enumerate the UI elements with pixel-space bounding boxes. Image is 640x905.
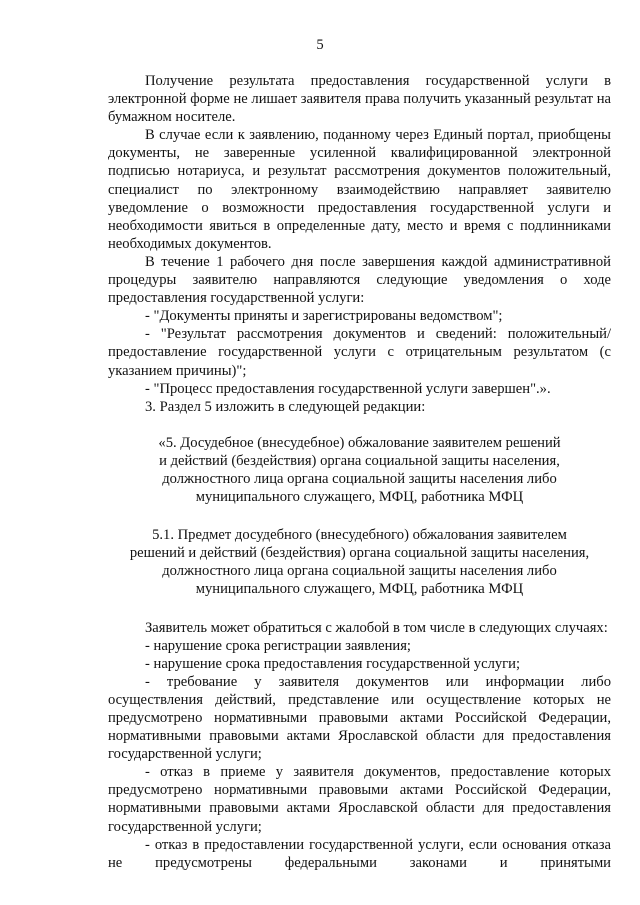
heading-line: 5.1. Предмет досудебного (внесудебного) обжалования заявителем [152, 527, 567, 544]
heading-line: муниципального служащего, МФЦ, работника МФЦ [195, 489, 524, 506]
heading-line: и действий (бездействия) органа социальной защиты населения, [159, 452, 560, 469]
heading-line: должностного лица органа социальной защиты населения либо [162, 563, 557, 580]
paragraph: Заявитель может обратиться с жалобой в том числе в следующих случаях: [145, 619, 608, 636]
list-item: - "Процесс предоставления государственной услуги завершен".». [145, 380, 551, 397]
heading-line: решений и действий (бездействия) органа социальной защиты населения, [129, 545, 590, 562]
list-item: - нарушение срока регистрации заявления; [145, 637, 411, 654]
list-item: - отказ в приеме у заявителя документов, предоставление которых предусмотрено нормативными правовыми актами Российской Федерации, нормативными правовыми актами Ярославской области для предоставления государственной услуги; [108, 764, 611, 835]
document-body [108, 72, 611, 872]
list-item: - "Результат рассмотрения документов и сведений: положительный/ предоставление государственной услуги с отрицательным результатом (с указанием причины)"; [108, 326, 611, 379]
paragraph: В течение 1 рабочего дня после завершения каждой административной процедуры заявителю направляются следующие уведомления о ходе предоставления государственной услуги: [108, 253, 611, 307]
list-item: - "Документы приняты и зарегистрированы ведомством"; [145, 308, 503, 325]
paragraph: 3. Раздел 5 изложить в следующей редакции: [145, 398, 426, 415]
list-item: - требование у заявителя документов или информации либо осуществления действий, представление или осуществление которых не предусмотрено нормативными правовыми актами Российской Федерации, нормативными правовыми актами Ярославской области для предоставления государственной услуги; [108, 673, 611, 763]
heading-line: «5. Досудебное (внесудебное) обжалование заявителем решений [158, 434, 561, 451]
section-5-1-heading [108, 526, 611, 598]
paragraph: В случае если к заявлению, поданному через Единый портал, приобщены документы, не заверенные усиленной квалифицированной электронной подписью нотариуса, и результат рассмотрения документов положительный, специалист по электронному взаимодействию направляет заявителю уведомление о возможности предоставления государственной услуги и необходимости явиться в определенные дату, место и время с подлинниками необходимых документов. [108, 127, 611, 252]
heading-line: муниципального служащего, МФЦ, работника МФЦ [195, 581, 524, 598]
section-5-heading [108, 434, 611, 506]
complaint-cases [108, 619, 611, 872]
paragraph: Получение результата предоставления государственной услуги в электронной форме не лишает заявителя права получить указанный результат на бумажном носителе. [108, 73, 611, 126]
list-item: - нарушение срока предоставления государственной услуги; [145, 655, 521, 672]
heading-line: должностного лица органа социальной защиты населения либо [162, 470, 557, 487]
page-number: 5 [316, 37, 324, 53]
list-item: - отказ в предоставлении государственной услуги, если основания отказа не предусмотрены федеральными законами и принятыми [108, 836, 611, 871]
